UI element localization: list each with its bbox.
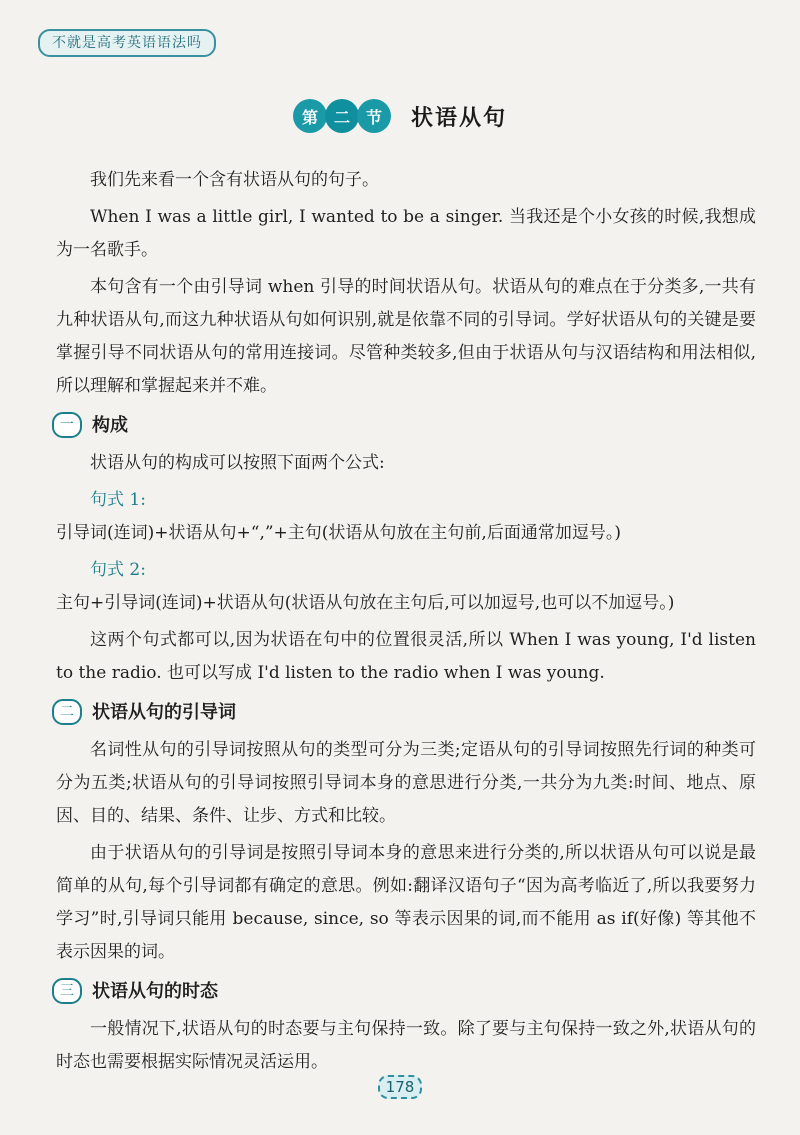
composition-note: 这两个句式都可以,因为状语在句中的位置很灵活,所以 When I was young, I'd listen to the radio. 也可以写成 I'd listen to the radio when I was young.	[56, 630, 756, 683]
book-series-tag: 不就是高考英语语法吗	[38, 29, 216, 57]
conjunctions-paragraph-1: 名词性从句的引导词按照从句的类型可分为三类;定语从句的引导词按照先行词的种类可分为五类;状语从句的引导词按照引导词本身的意思进行分类,一共分为九类:时间、地点、原因、目的、结果、条件、让步、方式和比较。	[56, 740, 756, 826]
page-content	[56, 164, 756, 1083]
intro-paragraph-1: 我们先来看一个含有状语从句的句子。	[90, 170, 379, 190]
section-title-row	[0, 99, 800, 133]
title-badge-number: 二	[325, 99, 359, 133]
page-number-label: 178	[378, 1075, 423, 1099]
title-badge-right: 节	[357, 99, 391, 133]
formula-2-text: 主句+引导词(连词)+状语从句(状语从句放在主句后,可以加逗号,也可以不加逗号。)	[56, 593, 675, 613]
composition-intro: 状语从句的构成可以按照下面两个公式:	[90, 453, 385, 473]
section-heading-tense	[52, 975, 756, 1007]
formula-1-text: 引导词(连词)+状语从句+“,”+主句(状语从句放在主句前,后面通常加逗号。)	[56, 523, 621, 543]
conjunctions-paragraph-2: 由于状语从句的引导词是按照引导词本身的意思来进行分类的,所以状语从句可以说是最简单的从句,每个引导词都有确定的意思。例如:翻译汉语句子“因为高考临近了,所以我要努力学习”时,引导词只能用 because, since, so 等表示因果的词,而不能用 as if(好像) 等其他不表示因果的词。	[56, 843, 756, 962]
section-heading-conjunctions	[52, 696, 756, 728]
title-badge-left: 第	[293, 99, 327, 133]
section-title: 构成	[92, 414, 128, 436]
intro-example-sentence: When I was a little girl, I wanted to be a singer. 当我还是个小女孩的时候,我想成为一名歌手。	[56, 207, 756, 260]
formula-2-label: 句式 2:	[90, 560, 146, 580]
tense-paragraph-1: 一般情况下,状语从句的时态要与主句保持一致。除了要与主句保持一致之外,状语从句的时态也需要根据实际情况灵活运用。	[56, 1019, 756, 1072]
formula-1-label: 句式 1:	[90, 490, 146, 510]
section-number-icon: 二	[52, 699, 82, 725]
section-number-badges	[293, 99, 389, 133]
section-title: 状语从句的引导词	[92, 701, 236, 723]
section-number-icon: 一	[52, 412, 82, 438]
page-number	[0, 1075, 800, 1099]
section-number-icon: 三	[52, 978, 82, 1004]
section-heading-composition	[52, 409, 756, 441]
page-title: 状语从句	[410, 105, 507, 131]
intro-paragraph-2: 本句含有一个由引导词 when 引导的时间状语从句。状语从句的难点在于分类多,一共有九种状语从句,而这九种状语从句如何识别,就是依靠不同的引导词。学好状语从句的关键是要掌握引导不同状语从句的常用连接词。尽管种类较多,但由于状语从句与汉语结构和用法相似,所以理解和掌握起来并不难。	[56, 277, 756, 396]
section-title: 状语从句的时态	[92, 980, 218, 1002]
